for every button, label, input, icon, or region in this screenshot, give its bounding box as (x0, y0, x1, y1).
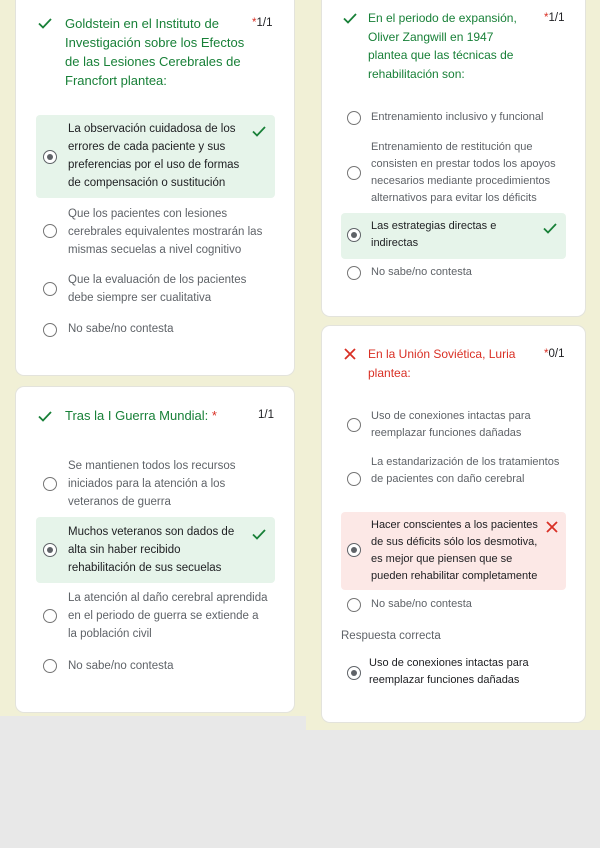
radio-option-1[interactable] (347, 418, 361, 432)
question-score: *1/1 (252, 17, 273, 29)
option-label: Que los pacientes con lesiones cerebrales equivalentes mostrarán las mismas secuelas a nivel cognitivo (68, 208, 263, 256)
radio-option-3[interactable] (43, 282, 57, 296)
radio-option-1[interactable] (347, 111, 361, 125)
option-label: La observación cuidadosa de los errores de cada paciente y sus preferencias por el uso de formas de compensación o sustitución (68, 123, 240, 189)
option-label: Las estrategias directas e indirectas (371, 220, 497, 249)
question-title: En la Unión Soviética, Luria plantea: (368, 347, 516, 380)
question-card-goldstein (16, 0, 294, 375)
radio-option-3[interactable] (347, 543, 361, 557)
radio-option-1[interactable] (43, 150, 57, 164)
option-label: Hacer conscientes a los pacientes de sus déficits sólo los desmotiva, es mejor que piensen que se pueden rehabilitar completamente (371, 519, 538, 582)
radio-option-4[interactable] (347, 598, 361, 612)
check-icon (37, 15, 53, 31)
option-label: No sabe/no contesta (68, 660, 174, 672)
option-label: No sabe/no contesta (68, 323, 174, 335)
correct-answer-text: Uso de conexiones intactas para reemplazar funciones dañadas (369, 657, 529, 686)
radio-option-2[interactable] (43, 543, 57, 557)
radio-option-2[interactable] (347, 166, 361, 180)
correct-answer-radio (347, 666, 361, 680)
question-score: 1/1 (258, 409, 274, 421)
radio-option-2[interactable] (347, 472, 361, 486)
option-label: Entrenamiento inclusivo y funcional (371, 111, 544, 123)
option-label: Que la evaluación de los pacientes debe siempre ser cualitativa (68, 274, 247, 304)
option-label: Entrenamiento de restitución que consisten en prestar todos los apoyos necesarios mediante procedimientos alternativos para evitar los déficits (371, 141, 556, 204)
check-icon (251, 123, 267, 139)
question-card-guerra (16, 387, 294, 712)
radio-option-3[interactable] (43, 609, 57, 623)
check-icon (37, 408, 53, 424)
question-card-luria (322, 326, 585, 722)
option-label: No sabe/no contesta (371, 266, 472, 278)
cross-icon (544, 519, 560, 535)
option-label: Se mantienen todos los recursos iniciados para la atención a los veteranos de guerra (68, 460, 236, 508)
cross-icon (342, 346, 358, 362)
question-card-zangwill (322, 0, 585, 316)
option-label: Muchos veteranos son dados de alta sin haber recibido rehabilitación de sus secuelas (68, 526, 235, 574)
check-icon (542, 220, 558, 236)
radio-option-4[interactable] (43, 659, 57, 673)
radio-option-2[interactable] (43, 224, 57, 238)
question-title: Goldstein en el Instituto de Investigación sobre los Efectos de las Lesiones Cerebrales de Francfort plantea: (65, 16, 245, 88)
option-label: No sabe/no contesta (371, 598, 472, 610)
radio-option-1[interactable] (43, 477, 57, 491)
radio-option-4[interactable] (347, 266, 361, 280)
check-icon (251, 526, 267, 542)
radio-option-3[interactable] (347, 228, 361, 242)
option-label: La atención al daño cerebral aprendida en el periodo de guerra se extiende a la población civil (68, 592, 268, 640)
question-score: *0/1 (544, 348, 565, 360)
correct-answer-label: Respuesta correcta (341, 630, 441, 642)
question-title: Tras la I Guerra Mundial: * (65, 408, 217, 423)
option-label: Uso de conexiones intactas para reemplazar funciones dañadas (371, 410, 531, 439)
check-icon (342, 10, 358, 26)
question-score: *1/1 (544, 12, 565, 24)
question-title: En el periodo de expansión, Oliver Zangwill en 1947 plantea que las técnicas de rehabilitación son: (368, 11, 517, 81)
radio-option-4[interactable] (43, 323, 57, 337)
option-label: La estandarización de los tratamientos de pacientes con daño cerebral (371, 456, 560, 485)
